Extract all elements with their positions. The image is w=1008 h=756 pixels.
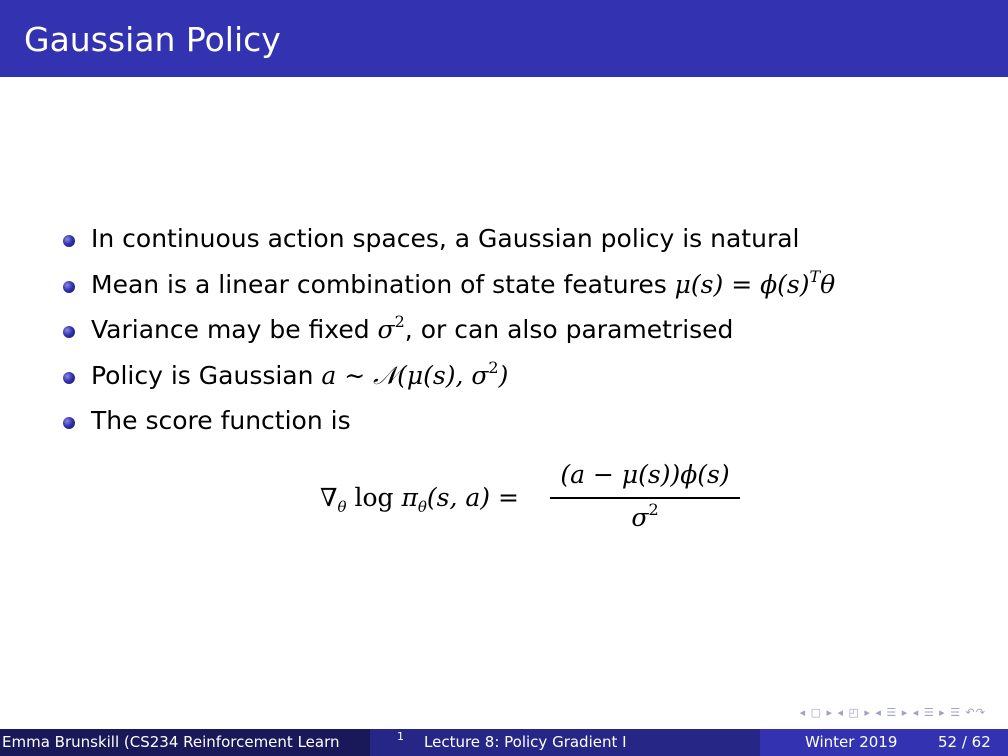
bullet-text: In continuous action spaces, a Gaussian policy is natural (91, 224, 800, 253)
bullet-list (60, 219, 960, 447)
equation-lhs: $\nabla_\theta$ $\log \pi_\theta(s$, a) = (320, 483, 519, 516)
slide-title-bar (0, 0, 1008, 77)
bullet-icon (63, 326, 75, 338)
bullet-text: The score function is (91, 406, 351, 435)
bullet-item (60, 356, 960, 402)
footer-bar (0, 729, 1008, 756)
fraction-bar (550, 497, 740, 499)
bullet-text: Policy is Gaussian a ∼ 𝒩(μ(s), $\sigma^2$) (91, 357, 509, 390)
bullet-icon (63, 372, 75, 384)
footer-author: Emma Brunskill (CS234 Reinforcement Learn (0, 729, 370, 756)
bullet-text: Variance may be fixed $\sigma^2$, or can also parametrised (91, 312, 734, 344)
footer-lecture: Lecture 8: Policy Gradient I $^1$ (370, 729, 760, 756)
beamer-navigation-icons[interactable]: ◂ ▢ ▸ ◂ ◰ ▸ ◂ ☰ ▸ ◂ ☰ ▸ ☰ ↶↷ (799, 706, 986, 719)
equation-numerator: (a − μ(s))ϕ(s) (560, 460, 730, 489)
bullet-text: Mean is a linear combination of state features $\mu(s) = \phi(s)^T\theta$ (91, 266, 836, 299)
slide-title: Gaussian Policy (24, 20, 281, 59)
bullet-icon (63, 235, 75, 247)
bullet-item (60, 219, 960, 265)
footer-page-number: 52 / 62 (938, 733, 991, 751)
bullet-item (60, 265, 960, 311)
equation-denominator: $\sigma^2$ (631, 500, 659, 532)
math-policy: a ∼ 𝒩(μ(s), σ (321, 360, 489, 390)
bullet-icon (63, 281, 75, 293)
bullet-item (60, 310, 960, 356)
bullet-item (60, 401, 960, 447)
footer-date: Winter 2019 (805, 733, 898, 751)
math-mean: μ(s) = ϕ(s) (674, 269, 810, 299)
equation-fraction (550, 455, 740, 534)
footer-date-page (760, 729, 1008, 756)
bullet-icon (63, 417, 75, 429)
math-variance: σ (377, 315, 395, 344)
